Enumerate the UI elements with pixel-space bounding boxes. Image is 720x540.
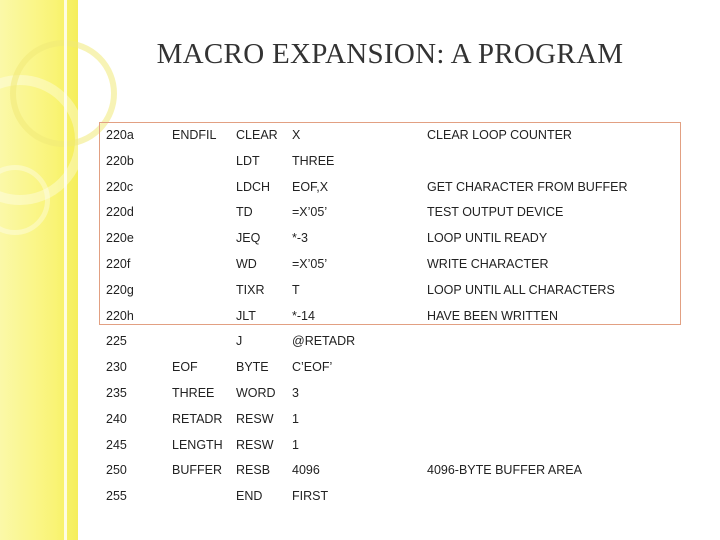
line-number: 220g <box>106 282 134 297</box>
operand: 3 <box>292 385 299 400</box>
line-number: 220h <box>106 308 134 323</box>
comment: GET CHARACTER FROM BUFFER <box>427 179 628 194</box>
opcode: WORD <box>236 385 276 400</box>
line-number: 220f <box>106 256 131 271</box>
line-number: 255 <box>106 489 127 504</box>
label: EOF <box>172 360 198 375</box>
operand: @RETADR <box>292 334 356 349</box>
operand: C’EOF’ <box>292 360 333 375</box>
line-number: 240 <box>106 411 127 426</box>
opcode: RESW <box>236 411 274 426</box>
line-number: 250 <box>106 463 127 478</box>
label: ENDFIL <box>172 128 217 142</box>
opcode: RESB <box>236 463 271 478</box>
comment: LOOP UNTIL ALL CHARACTERS <box>427 282 615 297</box>
operand: THREE <box>292 153 335 168</box>
opcode: WD <box>236 256 257 271</box>
operand: FIRST <box>292 489 329 504</box>
operand: 1 <box>292 411 299 426</box>
comment: LOOP UNTIL READY <box>427 231 548 246</box>
opcode: CLEAR <box>236 128 278 142</box>
operand: 1 <box>292 437 299 452</box>
comment: CLEAR LOOP COUNTER <box>427 128 572 142</box>
operand: 4096 <box>292 463 320 478</box>
comment: WRITE CHARACTER <box>427 256 549 271</box>
label: RETADR <box>172 411 223 426</box>
operand: =X’05’ <box>292 256 328 271</box>
line-number: 245 <box>106 437 127 452</box>
opcode: JLT <box>236 308 256 323</box>
opcode: J <box>236 334 243 349</box>
label: LENGTH <box>172 437 223 452</box>
opcode: LDCH <box>236 179 271 194</box>
line-number: 220e <box>106 231 134 246</box>
line-number: 220c <box>106 179 134 194</box>
decorative-line <box>64 0 67 540</box>
comment: HAVE BEEN WRITTEN <box>427 308 559 323</box>
opcode: JEQ <box>236 231 261 246</box>
slide-title: MACRO EXPANSION: A PROGRAM <box>156 38 624 70</box>
line-number: 235 <box>106 385 127 400</box>
opcode: BYTE <box>236 360 269 375</box>
decorative-side-bar <box>0 0 78 540</box>
opcode: TD <box>236 205 253 220</box>
operand: *-3 <box>292 231 308 246</box>
label: THREE <box>172 385 215 400</box>
comment: 4096-BYTE BUFFER AREA <box>427 463 582 478</box>
line-number: 225 <box>106 334 127 349</box>
opcode: TIXR <box>236 282 265 297</box>
opcode: RESW <box>236 437 274 452</box>
line-number: 220a <box>106 128 134 142</box>
line-number: 220b <box>106 153 134 168</box>
operand: X <box>292 128 301 142</box>
operand: *-14 <box>292 308 315 323</box>
opcode: END <box>236 489 263 504</box>
operand: EOF,X <box>292 179 329 194</box>
operand: T <box>292 282 300 297</box>
line-number: 230 <box>106 360 127 375</box>
operand: =X’05’ <box>292 205 328 220</box>
label: BUFFER <box>172 463 222 478</box>
comment: TEST OUTPUT DEVICE <box>427 205 564 220</box>
opcode: LDT <box>236 153 260 168</box>
line-number: 220d <box>106 205 134 220</box>
